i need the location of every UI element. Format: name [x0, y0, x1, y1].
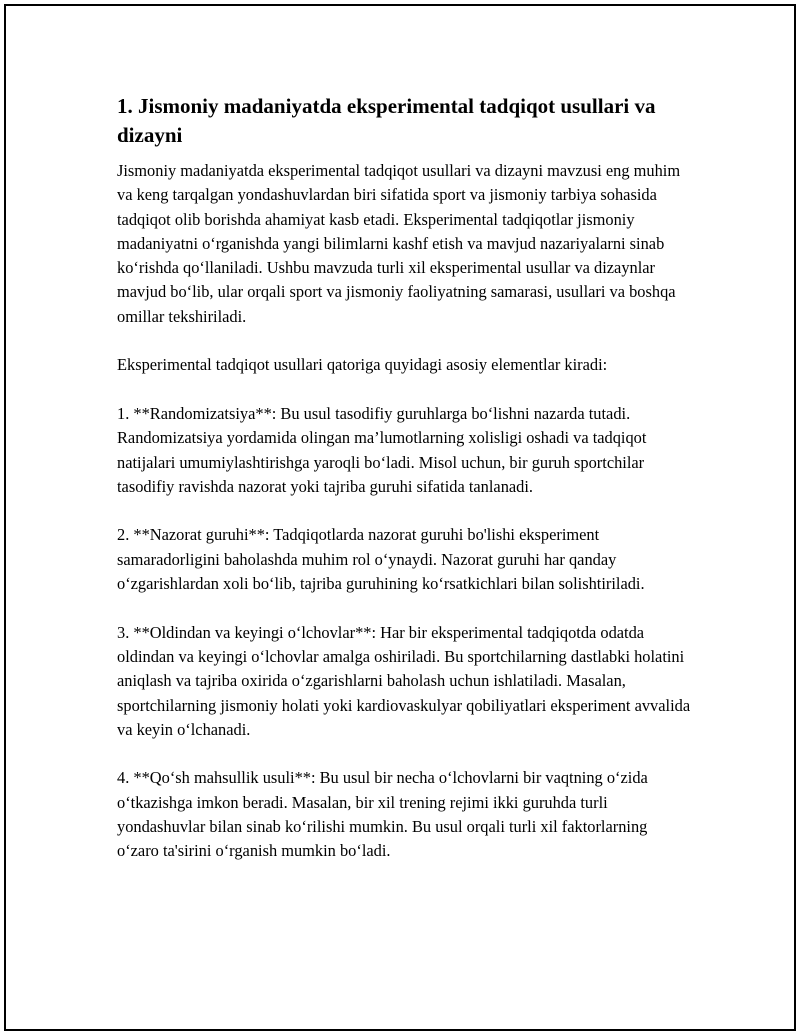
section-heading: 1. Jismoniy madaniyatda eksperimental tadqiqot usullari va dizayni [117, 94, 656, 147]
item-pre-post-measurements: 3. **Oldindan va keyingi o‘lchovlar**: Har bir eksperimental tadqiqotda odatda oldindan va keyingi o‘lchovlar amalga oshiriladi. Bu sportchilarning dastlabki holatini aniqlash va tajriba oxirida o‘zgarishlarni baholash uchun ishlatiladi. Masalan, sportchilarning jismoniy holati yoki kardiovaskulyar qobiliyatlari eksperiment avvalida va keyin o‘lchanadi. [117, 622, 691, 739]
document-body [117, 92, 692, 888]
list-lead-paragraph: Eksperimental tadqiqot usullari qatoriga quyidagi asosiy elementlar kiradi: [117, 355, 608, 375]
intro-paragraph: Jismoniy madaniyatda eksperimental tadqiqot usullari va dizayni mavzusi eng muhim va keng tarqalgan yondashuvlardan biri sifatida sport va jismoniy tarbiya sohasida tadqiqot olib borishda ahamiyat kasb etadi. Eksperimental tadqiqotlar jismoniy madaniyatni o‘rganishda yangi bilimlarni kashf etish va mavjud nazariyalarni sinab ko‘rishda qo‘llaniladi. Ushbu mavzuda turli xil eksperimental usullar va dizaynlar mavjud bo‘lib, ular orqali sport va jismoniy faoliyatning samarasi, usullari va boshqa omillar tekshiriladi. [117, 161, 681, 326]
item-randomization: 1. **Randomizatsiya**: Bu usul tasodifiy guruhlarga bo‘lishni nazarda tutadi. Randomizatsiya yordamida olingan ma’lumotlarning xolisligi oshadi va tadqiqot natijalari umumiylashtirishga yaroqli bo‘ladi. Misol uchun, bir guruh sportchilar tasodifiy ravishda nazorat yoki tajriba guruhi sifatida tanlanadi. [117, 403, 647, 496]
item-control-group: 2. **Nazorat guruhi**: Tadqiqotlarda nazorat guruhi bo'lishi eksperiment samaradorligini baholashda muhim rol o‘ynaydi. Nazorat guruhi har qanday o‘zgarishlardan xoli bo‘lib, tajriba guruhining ko‘rsatkichlari bilan solishtiriladi. [117, 525, 645, 594]
item-factorial-method: 4. **Qo‘sh mahsullik usuli**: Bu usul bir necha o‘lchovlarni bir vaqtning o‘zida o‘tkazishga imkon beradi. Masalan, bir xil trening rejimi ikki guruhda turli yondashuvlar bilan sinab ko‘rilishi mumkin. Bu usul orqali turli xil faktorlarning o‘zaro ta'sirini o‘rganish mumkin bo‘ladi. [117, 768, 648, 861]
